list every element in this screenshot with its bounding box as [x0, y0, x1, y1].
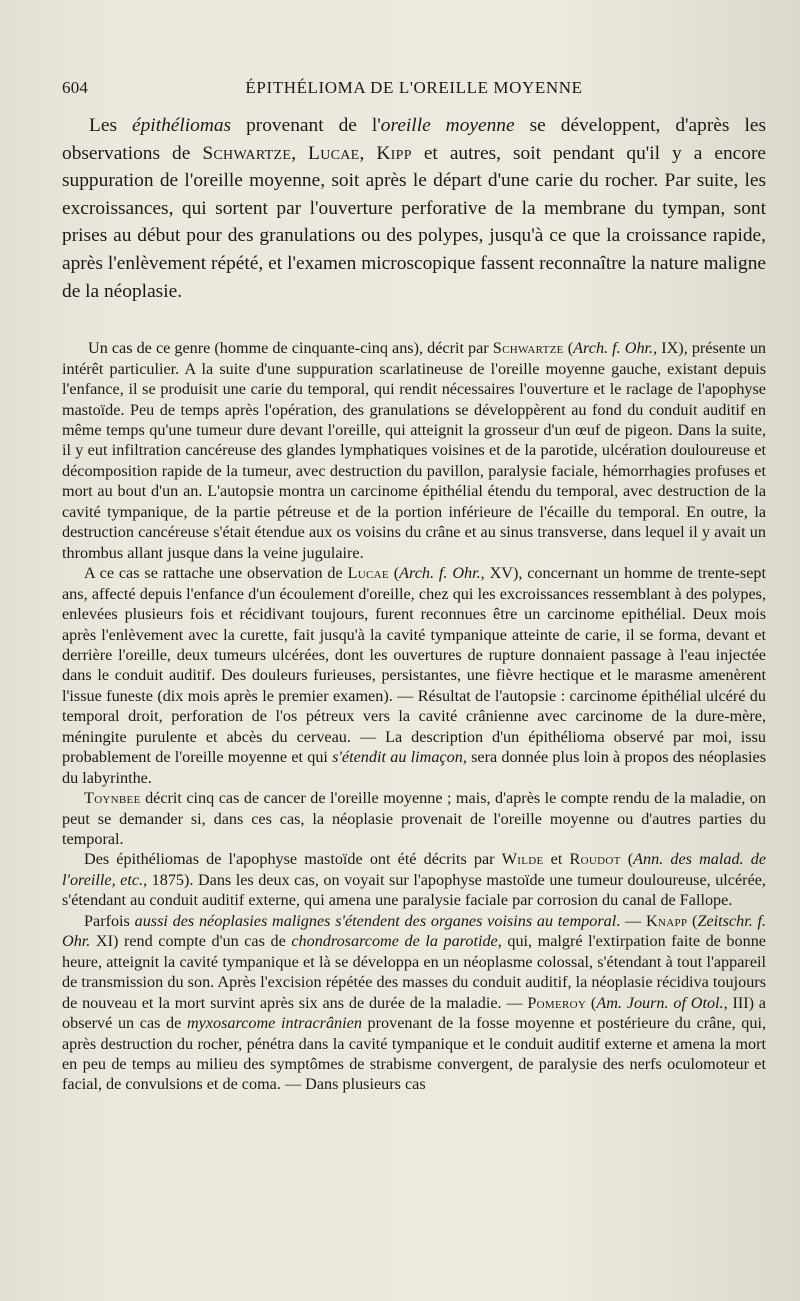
text-run: Les: [89, 115, 132, 136]
italic-term: chondrosarcome de la parotide: [291, 932, 498, 951]
paragraph-neighbouring-neoplasms: [62, 911, 766, 1095]
text-run: , sera donnée plus loin à propos des néoplasies du labyrinthe.: [62, 748, 766, 787]
text-run: (: [620, 850, 634, 869]
text-run: , 1875). Dans les deux cas, on voyait sur l'apophyse mastoïde une tumeur douloureuse, ulcérée, s'étendant au conduit auditif externe, qui amena une paralysie faciale par corrosion du canal de Fallope.: [62, 870, 766, 910]
citation: Am. Journ. of Otol.: [596, 993, 724, 1012]
text-run: provenant de l': [231, 115, 381, 136]
italic-term: oreille moyenne: [380, 115, 515, 136]
text-run: , qui, malgré l'extirpation faite de bonne heure, atteignit la cavité tympanique et là se développa en un néoplasme colossal, s'étendant à tout l'appareil de transmission du son. Après l'excision répétée des masses du conduit auditif, la néoplasie récidiva toujours de nouveau et la mort survint après six ans de durée de la maladie. —: [62, 932, 766, 1012]
running-title: ÉPITHÉLIOMA DE L'OREILLE MOYENNE: [245, 78, 583, 97]
citation: Zeitschr. f. Ohr.: [62, 911, 767, 951]
text-run: se développent, d'après les observations de: [62, 115, 766, 164]
author-name: Schwartze: [202, 142, 292, 164]
body-text: [62, 338, 766, 1095]
text-run: , III) a observé un cas de: [62, 993, 766, 1033]
text-run: (: [586, 993, 597, 1012]
text-run: provenant de la fosse moyenne et postérieure du crâne, qui, après destruction du rocher, pénétra dans la cavité tympanique et le conduit auditif externe et amena la mort en peu de temps au milieu des symptômes de strabisme convergent, de paralysie des nerfs oculomoteur et facial, de convulsions et de coma. — Dans plusieurs cas: [62, 1014, 767, 1094]
author-name: Wilde: [501, 850, 544, 869]
author-name: Lucae: [308, 142, 360, 164]
text-run: A ce cas se rattache une observation de: [84, 564, 348, 583]
author-name: Roudot: [569, 850, 621, 869]
text-run: Un cas de ce genre (homme de cinquante-cinq ans), décrit par: [88, 339, 493, 358]
text-run: Parfois: [84, 911, 135, 930]
italic-term: épithéliomas: [132, 115, 232, 136]
author-name: Knapp: [645, 911, 688, 930]
text-run: , IX), présente un intérêt particulier. A la suite d'une suppuration scarlatineuse de l'oreille moyenne gauche, existant depuis l'enfance, il se produisit une carie du temporal, qui rendit nécessaires l'ouverture et le raclage de l'apophyse mastoïde. Peu de temps après l'opération, des granulations se développèrent au fond du conduit auditif en même temps qu'une tumeur dure devant l'oreille, qui atteignit la grosseur d'un œuf de pigeon. Dans la suite, il y eut infiltration cancéreuse des glandes lymphatiques voisines et de la parotide, ulcération douloureuse et décomposition rapide de la tumeur, avec destruction du pavillon, paralysie faciale, hémorrhagies profuses et mort au bout d'un an. L'autopsie montra un carcinome épithélial étendu du temporal, avec destruction de la cavité tympanique, de la partie pétreuse et de la portion inférieure de l'écaille du temporal. En outre, la destruction cancéreuse s'était étendue aux os voisins du crâne et au sinus transverse, dans lequel il y avait un thrombus allant jusque dans la veine jugulaire.: [62, 339, 767, 562]
page-number: 604: [62, 78, 89, 97]
text-run: décrit cinq cas de cancer de l'oreille moyenne ; mais, d'après le compte rendu de la maladie, on peut se demander si, dans ces cas, la néoplasie provenait de l'oreille moyenne ou d'autres parties du temporal.: [62, 789, 766, 849]
lead-paragraph: [62, 112, 766, 305]
lead-text: [62, 112, 766, 305]
text-run: ,: [291, 142, 309, 164]
text-run: et: [543, 850, 570, 869]
citation: Ann. des malad. de l'oreille, etc.: [62, 850, 767, 889]
author-name: Schwartze: [492, 339, 564, 358]
paragraph-lucae-case: [62, 563, 766, 788]
paragraph-toynbee: [62, 788, 766, 849]
italic-term: s'étendit au limaçon: [332, 748, 463, 767]
text-run: et autres, soit pendant qu'il y a encore suppuration de l'oreille moyenne, soit après le départ d'une carie du rocher. Par suite, les excroissances, qui sortent par l'ouverture perforative de la membrane du tympan, sont prises au début pour des granulations ou des polypes, jusqu'à ce que la croissance rapide, après l'enlèvement répété, et l'examen microscopique fassent reconnaître la nature maligne de la néoplasie.: [62, 142, 767, 302]
text-run: (: [388, 564, 400, 583]
author-name: Pomeroy: [527, 993, 587, 1012]
citation: Arch. f. Ohr.: [573, 339, 654, 358]
italic-term: myxosarcome intracrânien: [186, 1014, 362, 1033]
italic-term: aussi des néoplasies malignes s'étendent des organes voisins au temporal: [134, 911, 617, 930]
text-run: . —: [616, 911, 646, 930]
text-run: (: [687, 911, 698, 930]
text-run: (: [563, 339, 574, 358]
author-name: Kipp: [376, 142, 412, 164]
text-run: ,: [359, 142, 377, 164]
citation: Arch. f. Ohr.: [399, 564, 481, 583]
text-run: , XV), concernant un homme de trente-sept ans, affecté depuis l'enfance d'un écoulement d'oreille, chez qui les excroissances ressemblant à des polypes, enlevées plusieurs fois et récidivant toujours, furent reconnues être un carcinome epithélial. Deux mois après l'enlèvement avec la curette, fait jusqu'à la cavité tympanique atteinte de carie, il se forma, devant et derrière l'oreille, deux tumeurs ulcérées, dont les ouvertures de rupture donnaient passage à l'eau injectée dans le conduit auditif. Des douleurs furieuses, persistantes, une fièvre hectique et le marasme amenèrent l'issue funeste (dix mois après le premier examen). — Résultat de l'autopsie : carcinome épithélial ulcéré du temporal droit, perforation de l'os pétreux vers la cavité crânienne avec carcinome de la dure-mère, méningite purulente et abcès du cerveau. — La description d'un épithélioma observé par moi, issu probablement de l'oreille moyenne et qui: [62, 564, 767, 767]
text-run: Des épithéliomas de l'apophyse mastoïde ont été décrits par: [84, 850, 502, 869]
text-run: XI) rend compte d'un cas de: [90, 932, 292, 951]
paragraph-schwartze-case: [62, 338, 766, 563]
author-name: Toynbee: [84, 789, 141, 808]
author-name: Lucae: [347, 564, 389, 583]
running-head: [62, 78, 766, 98]
paragraph-wilde-roudot: [62, 849, 766, 910]
